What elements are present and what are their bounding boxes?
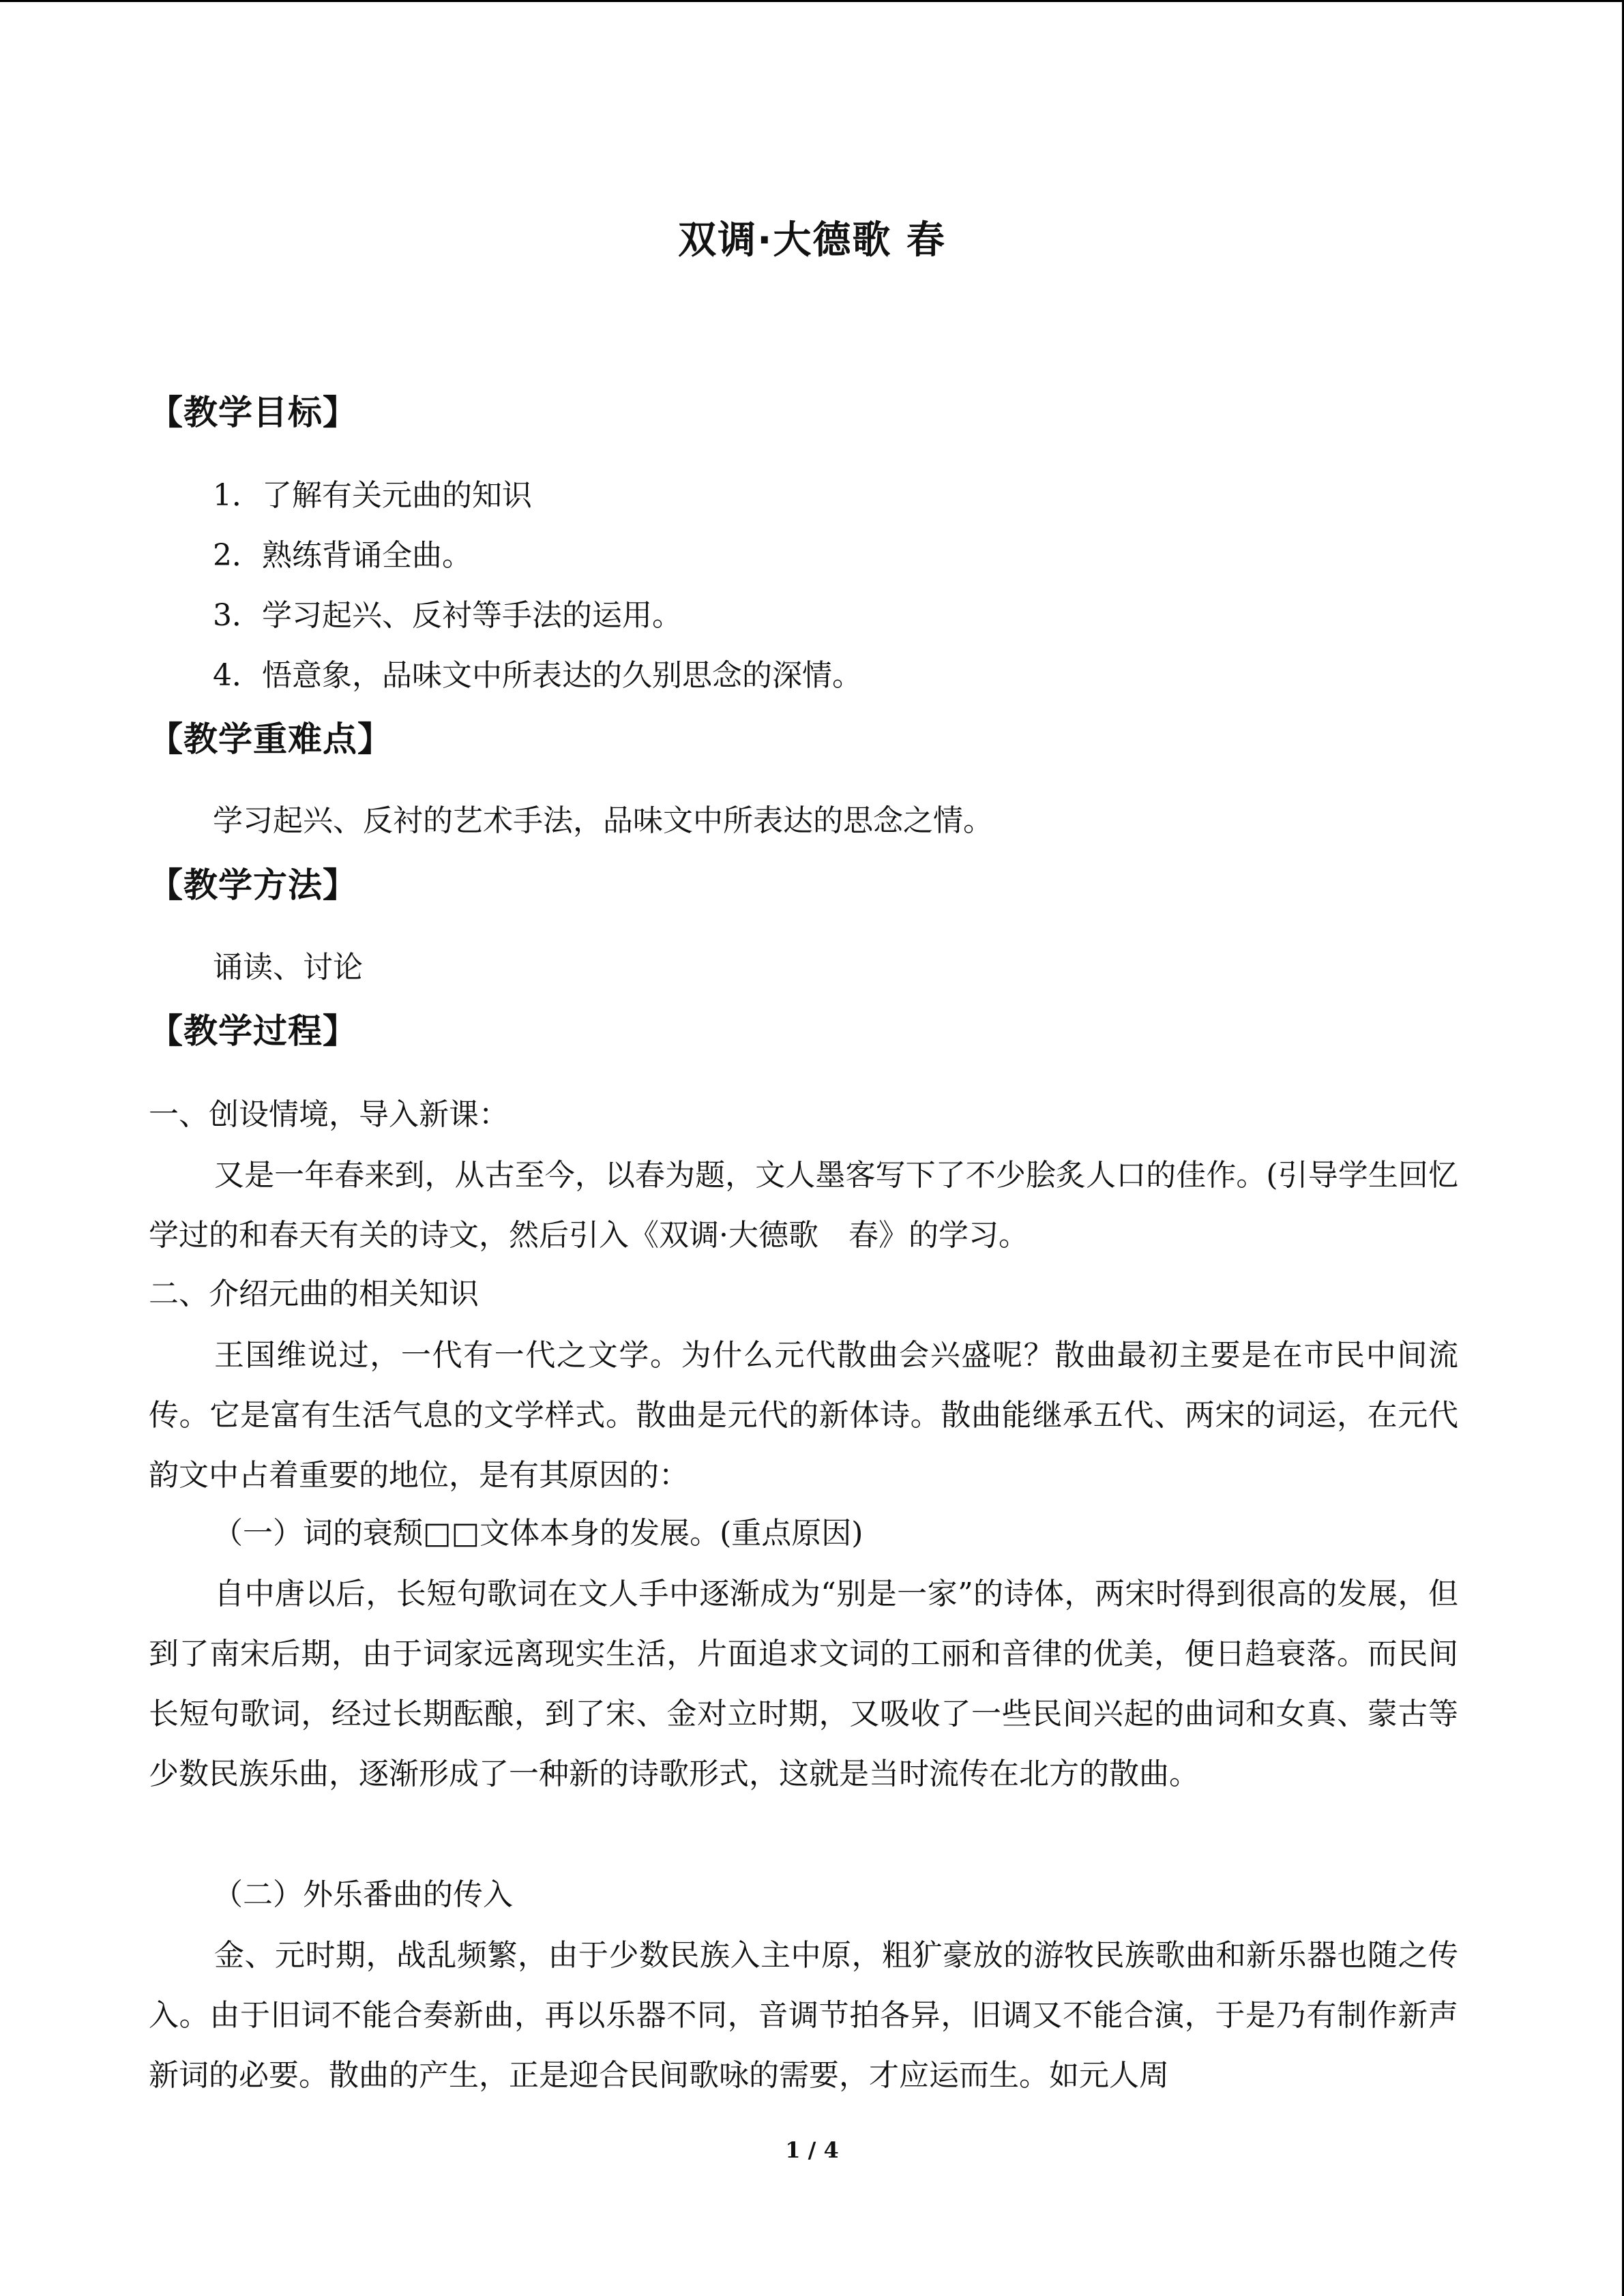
- reason2-title: （二）外乐番曲的传入: [213, 1877, 513, 1912]
- heading-methods: 【教学方法】: [149, 865, 357, 905]
- methods-text: 诵读、讨论: [213, 950, 363, 985]
- objective-item-2: 2．熟练背诵全曲。: [213, 538, 472, 573]
- page-border-top: [0, 0, 1624, 2]
- step2-title: 二、介绍元曲的相关知识: [149, 1277, 479, 1311]
- objective-item-3: 3．学习起兴、反衬等手法的运用。: [213, 598, 682, 633]
- reason2-body: 金、元时期，战乱频繁，由于少数民族入主中原，粗犷豪放的游牧民族歌曲和新乐器也随之传入。由于旧词不能合奏新曲，再以乐器不同，音调节拍各异，旧调又不能合演，于是乃有制作新声新词的必要。散曲的产生，正是迎合民间歌咏的需要，才应运而生。如元人周: [149, 1938, 1458, 2093]
- heading-process: 【教学过程】: [149, 1011, 357, 1051]
- step2-body: 王国维说过，一代有一代之文学。为什么元代散曲会兴盛呢？散曲最初主要是在市民中间流传。它是富有生活气息的文学样式。散曲是元代的新体诗。散曲能继承五代、两宋的词运，在元代韵文中占着重要的地位，是有其原因的：: [149, 1338, 1458, 1493]
- key-points-text: 学习起兴、反衬的艺术手法，品味文中所表达的思念之情。: [213, 803, 993, 838]
- step1-title: 一、创设情境，导入新课：: [149, 1097, 509, 1132]
- heading-objectives: 【教学目标】: [149, 393, 357, 432]
- objective-item-1: 1．了解有关元曲的知识: [213, 478, 532, 513]
- heading-key-points: 【教学重难点】: [149, 719, 392, 759]
- document-title: 双调·大德歌 春: [678, 218, 946, 263]
- step1-body: 又是一年春来到，从古至今，以春为题，文人墨客写下了不少脍炙人口的佳作。(引导学生回忆学过的和春天有关的诗文，然后引入《双调·大德歌 春》的学习。: [149, 1158, 1458, 1253]
- objective-item-4: 4．悟意象，品味文中所表达的久别思念的深情。: [213, 658, 862, 693]
- reason1-body: 自中唐以后，长短句歌词在文人手中逐渐成为“别是一家”的诗体，两宋时得到很高的发展，但到了南宋后期，由于词家远离现实生活，片面追求文词的工丽和音律的优美，便日趋衰落。而民间长短句歌词，经过长期酝酿，到了宋、金对立时期，又吸收了一些民间兴起的曲词和女真、蒙古等少数民族乐曲，逐渐形成了一种新的诗歌形式，这就是当时流传在北方的散曲。: [149, 1577, 1458, 1791]
- page-number: 1 / 4: [785, 2137, 839, 2163]
- reason1-title: （一）词的衰颓□□文体本身的发展。(重点原因): [213, 1516, 863, 1551]
